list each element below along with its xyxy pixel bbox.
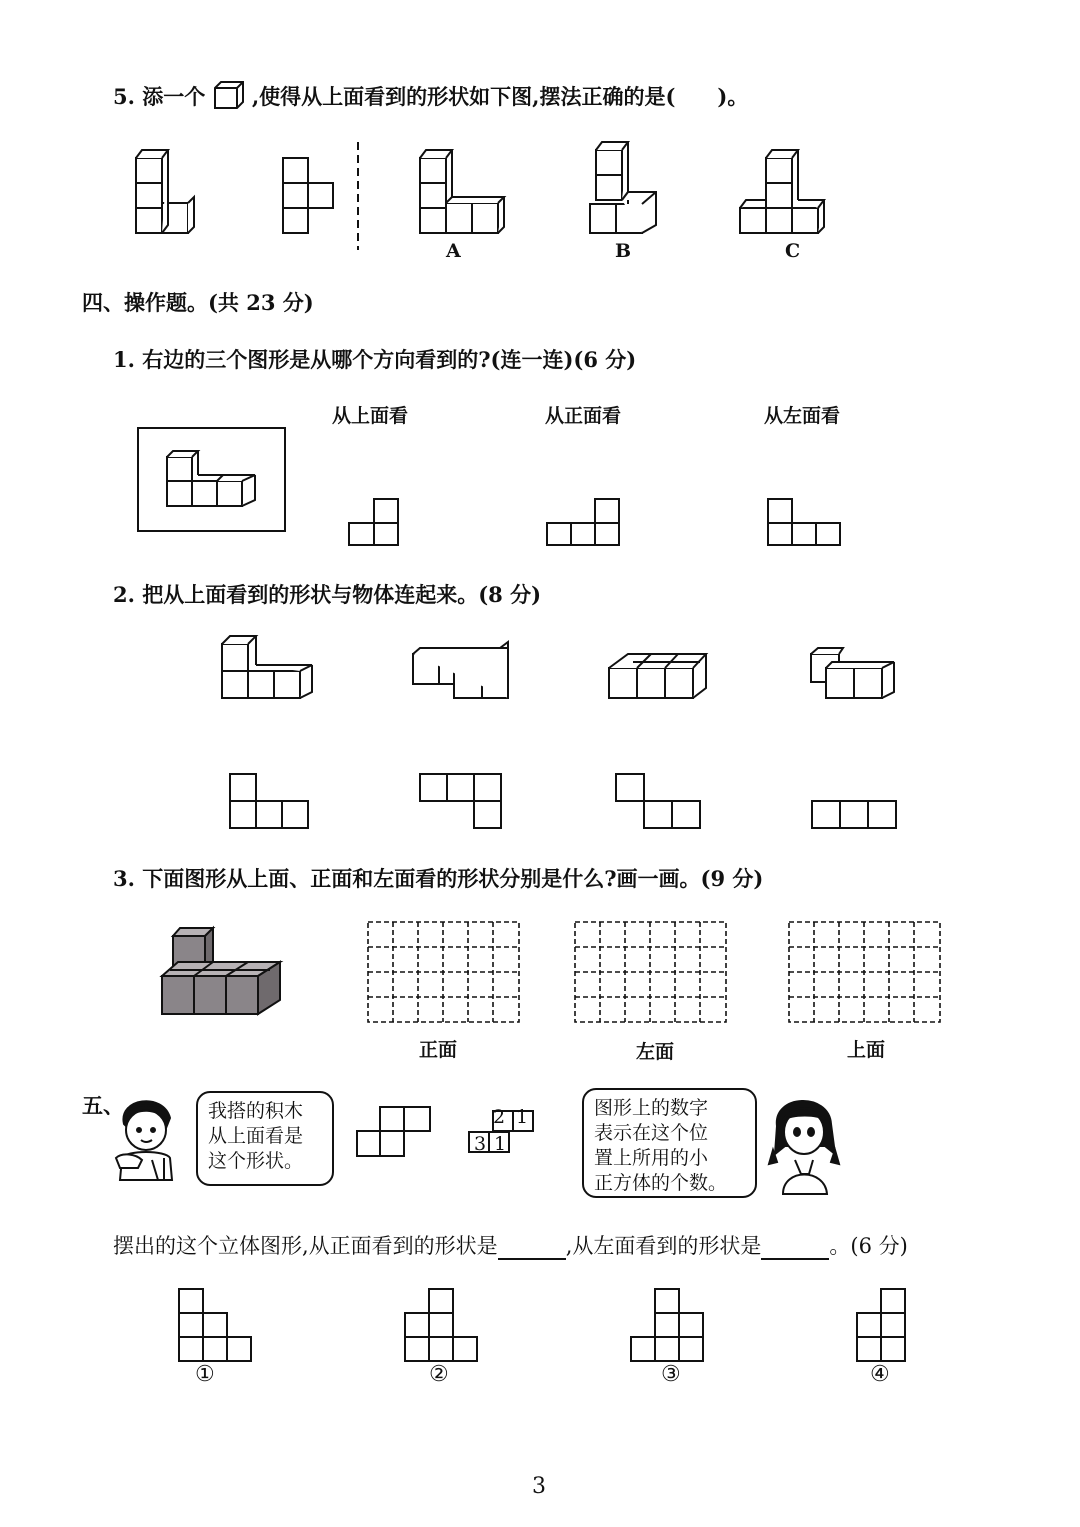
girl-illustration — [765, 1090, 845, 1200]
grid-number-4: 1 — [494, 1133, 507, 1155]
q1-view-top: 从上面看 — [332, 405, 409, 427]
option-1-figure — [179, 1289, 251, 1361]
q3-figures — [0, 920, 1080, 1040]
option-1-label[interactable]: ① — [195, 1362, 215, 1387]
q5-text-before: 添一个 — [142, 84, 206, 109]
q3-label-front: 正面 — [419, 1039, 458, 1061]
q5-line — [113, 80, 748, 111]
q5-option-c[interactable]: C — [785, 240, 801, 262]
q2-figures — [0, 630, 1080, 840]
section5-question-part2: ,从左面看到的形状是 — [565, 1234, 762, 1258]
q2-top-3 — [616, 774, 700, 828]
q5-figures — [0, 130, 1080, 270]
boy-illustration — [108, 1088, 188, 1183]
option-4-figure — [857, 1289, 905, 1361]
q1-object-frame — [138, 428, 285, 531]
q1-view-front: 从正面看 — [545, 405, 622, 427]
answer-blank-front[interactable] — [498, 1238, 566, 1260]
q5-option-b[interactable]: B — [615, 240, 632, 262]
q1-shape-3 — [768, 499, 840, 545]
q3-label-left: 左面 — [636, 1041, 675, 1063]
section5-option-figures — [0, 1285, 1080, 1365]
option-2-figure — [405, 1289, 477, 1361]
q5-option-c-figure — [740, 150, 824, 233]
q1-figures — [0, 420, 1080, 560]
q2-text: 2. 把从上面看到的形状与物体连起来。(8 分) — [113, 582, 542, 607]
section5-question-part1: 摆出的这个立体图形,从正面看到的形状是 — [113, 1234, 498, 1258]
q5-text-after: ,使得从上面看到的形状如下图,摆法正确的是( )。 — [251, 84, 749, 109]
boy-bubble-line-1: 我搭的积木 — [208, 1100, 304, 1122]
section5-question — [113, 1230, 908, 1260]
q1-shape-1 — [349, 499, 398, 545]
q2-top-2 — [420, 774, 501, 828]
boy-speech-bubble — [196, 1091, 334, 1186]
q2-object-2 — [413, 642, 508, 698]
q5-number: 5. — [113, 84, 135, 109]
option-4-label[interactable]: ④ — [870, 1362, 890, 1387]
girl-bubble-line-1: 图形上的数字 — [594, 1097, 709, 1119]
q2-object-1 — [222, 636, 312, 698]
q3-grid-2 — [575, 922, 726, 1022]
q5-option-a[interactable]: A — [446, 240, 461, 262]
q1-view-left: 从左面看 — [764, 405, 841, 427]
section5-label: 五、 — [82, 1093, 124, 1118]
boy-bubble-line-2: 从上面看是 — [208, 1125, 304, 1147]
answer-blank-left[interactable] — [761, 1238, 829, 1260]
section4-title: 四、操作题。(共 23 分) — [82, 290, 314, 315]
boy-bubble-line-3: 这个形状。 — [208, 1150, 304, 1172]
q3-text: 3. 下面图形从上面、正面和左面看的形状分别是什么?画一画。(9 分) — [113, 866, 764, 891]
page-number: 3 — [532, 1474, 546, 1499]
option-2-label[interactable]: ② — [429, 1362, 449, 1387]
q2-top-1 — [230, 774, 308, 828]
q5-option-b-figure — [590, 142, 656, 233]
q2-top-4 — [812, 801, 896, 828]
q3-label-top: 上面 — [847, 1039, 886, 1061]
q5-top-view — [283, 158, 333, 233]
cube-icon — [213, 80, 245, 110]
girl-bubble-line-3: 置上所用的小 — [594, 1147, 709, 1169]
girl-bubble-line-2: 表示在这个位 — [594, 1122, 709, 1144]
q2-object-3 — [609, 654, 706, 698]
grid-number-1: 2 — [493, 1106, 506, 1128]
option-3-label[interactable]: ③ — [661, 1362, 681, 1387]
section5-question-part3: 。(6 分) — [829, 1234, 908, 1258]
q3-grid-3 — [789, 922, 940, 1022]
q5-original-stack — [136, 150, 194, 233]
q1-text: 1. 右边的三个图形是从哪个方向看到的?(连一连)(6 分) — [113, 347, 637, 372]
q5-option-a-figure — [420, 150, 504, 233]
grid-number-3: 3 — [474, 1133, 487, 1155]
q1-shape-2 — [547, 499, 619, 545]
q3-object — [162, 928, 280, 1014]
option-3-figure — [631, 1289, 703, 1361]
q2-object-4 — [811, 648, 894, 698]
girl-speech-bubble — [582, 1088, 757, 1198]
grid-number-2: 1 — [516, 1106, 529, 1128]
girl-bubble-line-4: 正方体的个数。 — [594, 1172, 728, 1194]
q3-grid-1 — [368, 922, 519, 1022]
